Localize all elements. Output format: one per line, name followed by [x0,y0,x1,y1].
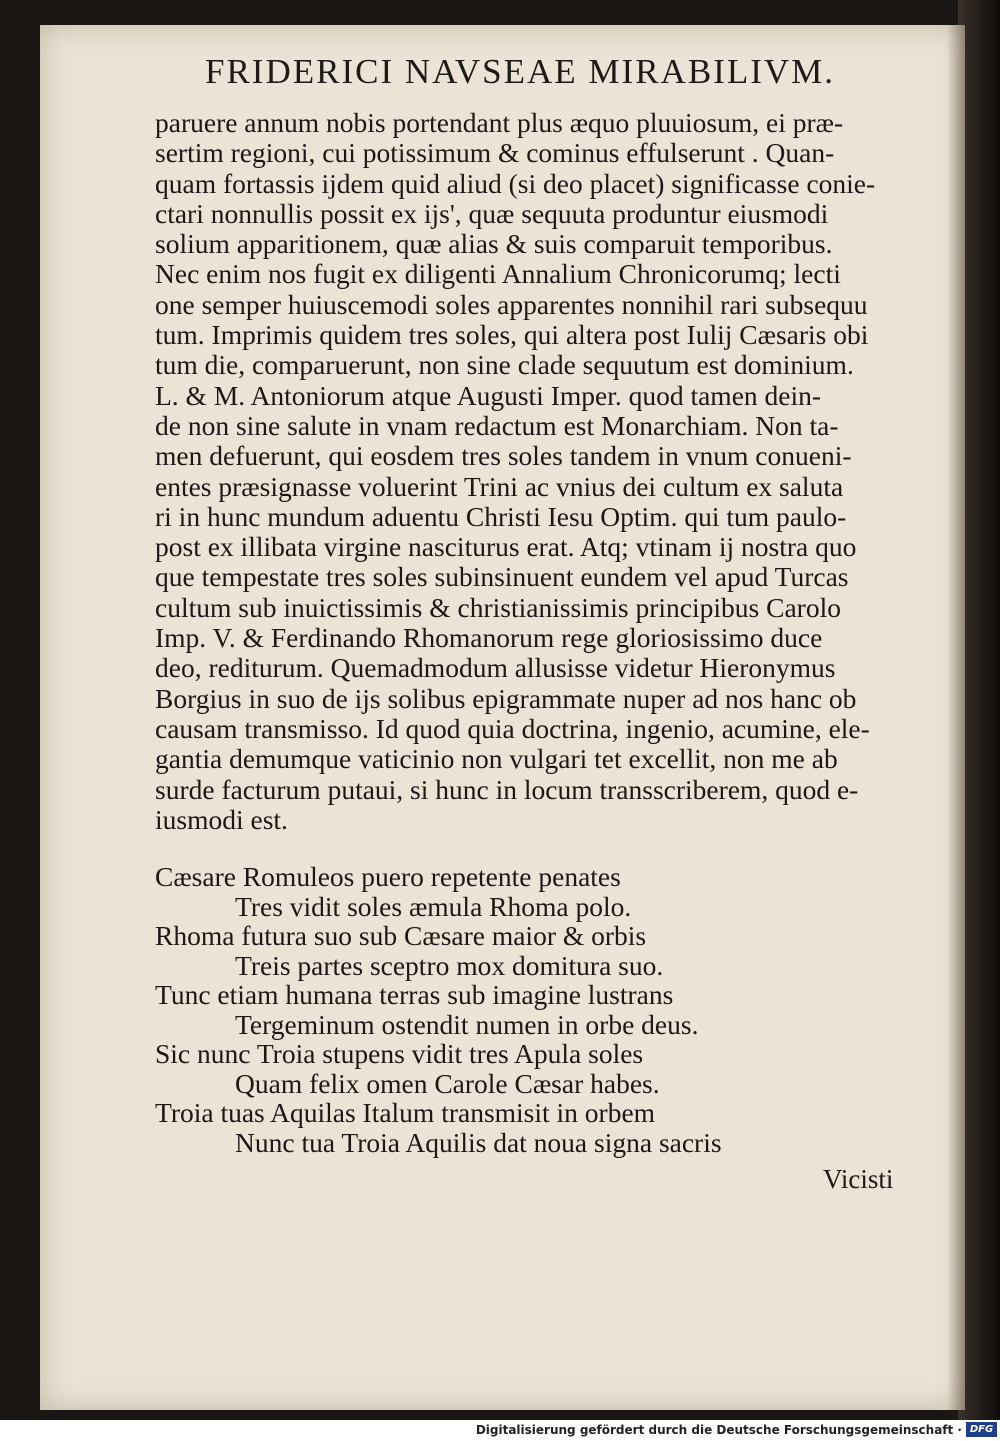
text-line: men defuerunt, qui eosdem tres soles tandem in vnum conueni- [155,440,852,472]
verse-line: Tergeminum ostendit numen in orbe deus. [235,1008,699,1040]
running-head: FRIDERICI NAVSEAE MIRABILIVM. [205,52,836,91]
verse-line: Quam felix omen Carole Cæsar habes. [235,1067,660,1099]
text-line: cultum sub inuictissimis & christianissimis principibus Carolo [155,591,841,623]
verse-line: Tunc etiam humana terras sub imagine lustrans [155,979,674,1010]
verse-line: Treis partes sceptro mox domitura suo. [235,949,664,981]
footer-credit: Digitalisierung gefördert durch die Deutsche Forschungsgemeinschaft · [475,1423,962,1437]
text-line: de non sine salute in vnam redactum est Monarchiam. Non ta- [155,409,839,441]
text-line: deo, rediturum. Quemadmodum allusisse videtur Hieronymus [155,652,836,684]
epigram-verses [155,862,895,1157]
text-line: ri in hunc mundum aduentu Christi Iesu Optim. qui tum paulo- [155,500,847,532]
text-line: que tempestate tres soles subinsinuent eundem vel apud Turcas [155,561,849,593]
text-line: tum die, comparuerunt, non sine clade sequutum est dominium. [155,349,854,381]
prose-block [155,108,895,835]
catchword: Vicisti [823,1164,894,1194]
text-line: entes præsignasse voluerint Trini ac vnius dei cultum ex saluta [155,470,844,502]
text-line: quam fortassis ijdem quid aliud (si deo placet) significasse conie- [155,167,876,199]
text-line: L. & M. Antoniorum atque Augusti Imper. quod tamen dein- [155,379,822,411]
text-line: gantia demumque vaticinio non vulgari tet excellit, non me ab [155,743,838,775]
text-line: Borgius in suo de ijs solibus epigrammate nuper ad nos hanc ob [155,682,857,714]
text-line: surde facturum putaui, si hunc in locum transscriberem, quod e- [155,773,859,805]
verse-line: Rhoma futura suo sub Cæsare maior & orbis [155,920,647,951]
text-line: sertim regioni, cui potissimum & cominus effulserunt . Quan- [155,137,835,169]
verse-line: Cæsare Romuleos puero repetente penates [155,861,621,892]
text-line: solium apparitionem, quæ alias & suis comparuit temporibus. [155,228,833,260]
page-edge-shadow [947,25,965,1410]
text-line: causam transmisso. Id quod quia doctrina, ingenio, acumine, ele- [155,712,870,744]
text-line: tum. Imprimis quidem tres soles, qui altera post Iulij Cæsaris obi [155,319,869,351]
verse-line: Nunc tua Troia Aquilis dat noua signa sacris [235,1126,722,1158]
dfg-logo: DFG [966,1422,997,1437]
text-line: paruere annum nobis portendant plus æquo pluuiosum, ei præ- [155,107,844,138]
text-line: one semper huiuscemodi soles apparentes nonnihil rari subsequu [155,288,868,320]
verse-line: Troia tuas Aquilas Italum transmisit in orbem [155,1097,656,1128]
text-line: Nec enim nos fugit ex diligenti Annalium Chronicorumq; lecti [155,258,841,290]
text-line: Imp. V. & Ferdinando Rhomanorum rege gloriosissimo duce [155,622,823,654]
text-line: ctari nonnullis possit ex ijs', quæ sequuta produntur eiusmodi [155,197,829,229]
verse-line: Tres vidit soles æmula Rhoma polo. [235,890,632,922]
text-line: iusmodi est. [155,803,288,835]
text-line: post ex illibata virgine nasciturus erat. Atq; vtinam ij nostra quo [155,531,857,563]
verse-line: Sic nunc Troia stupens vidit tres Apula soles [155,1038,644,1069]
